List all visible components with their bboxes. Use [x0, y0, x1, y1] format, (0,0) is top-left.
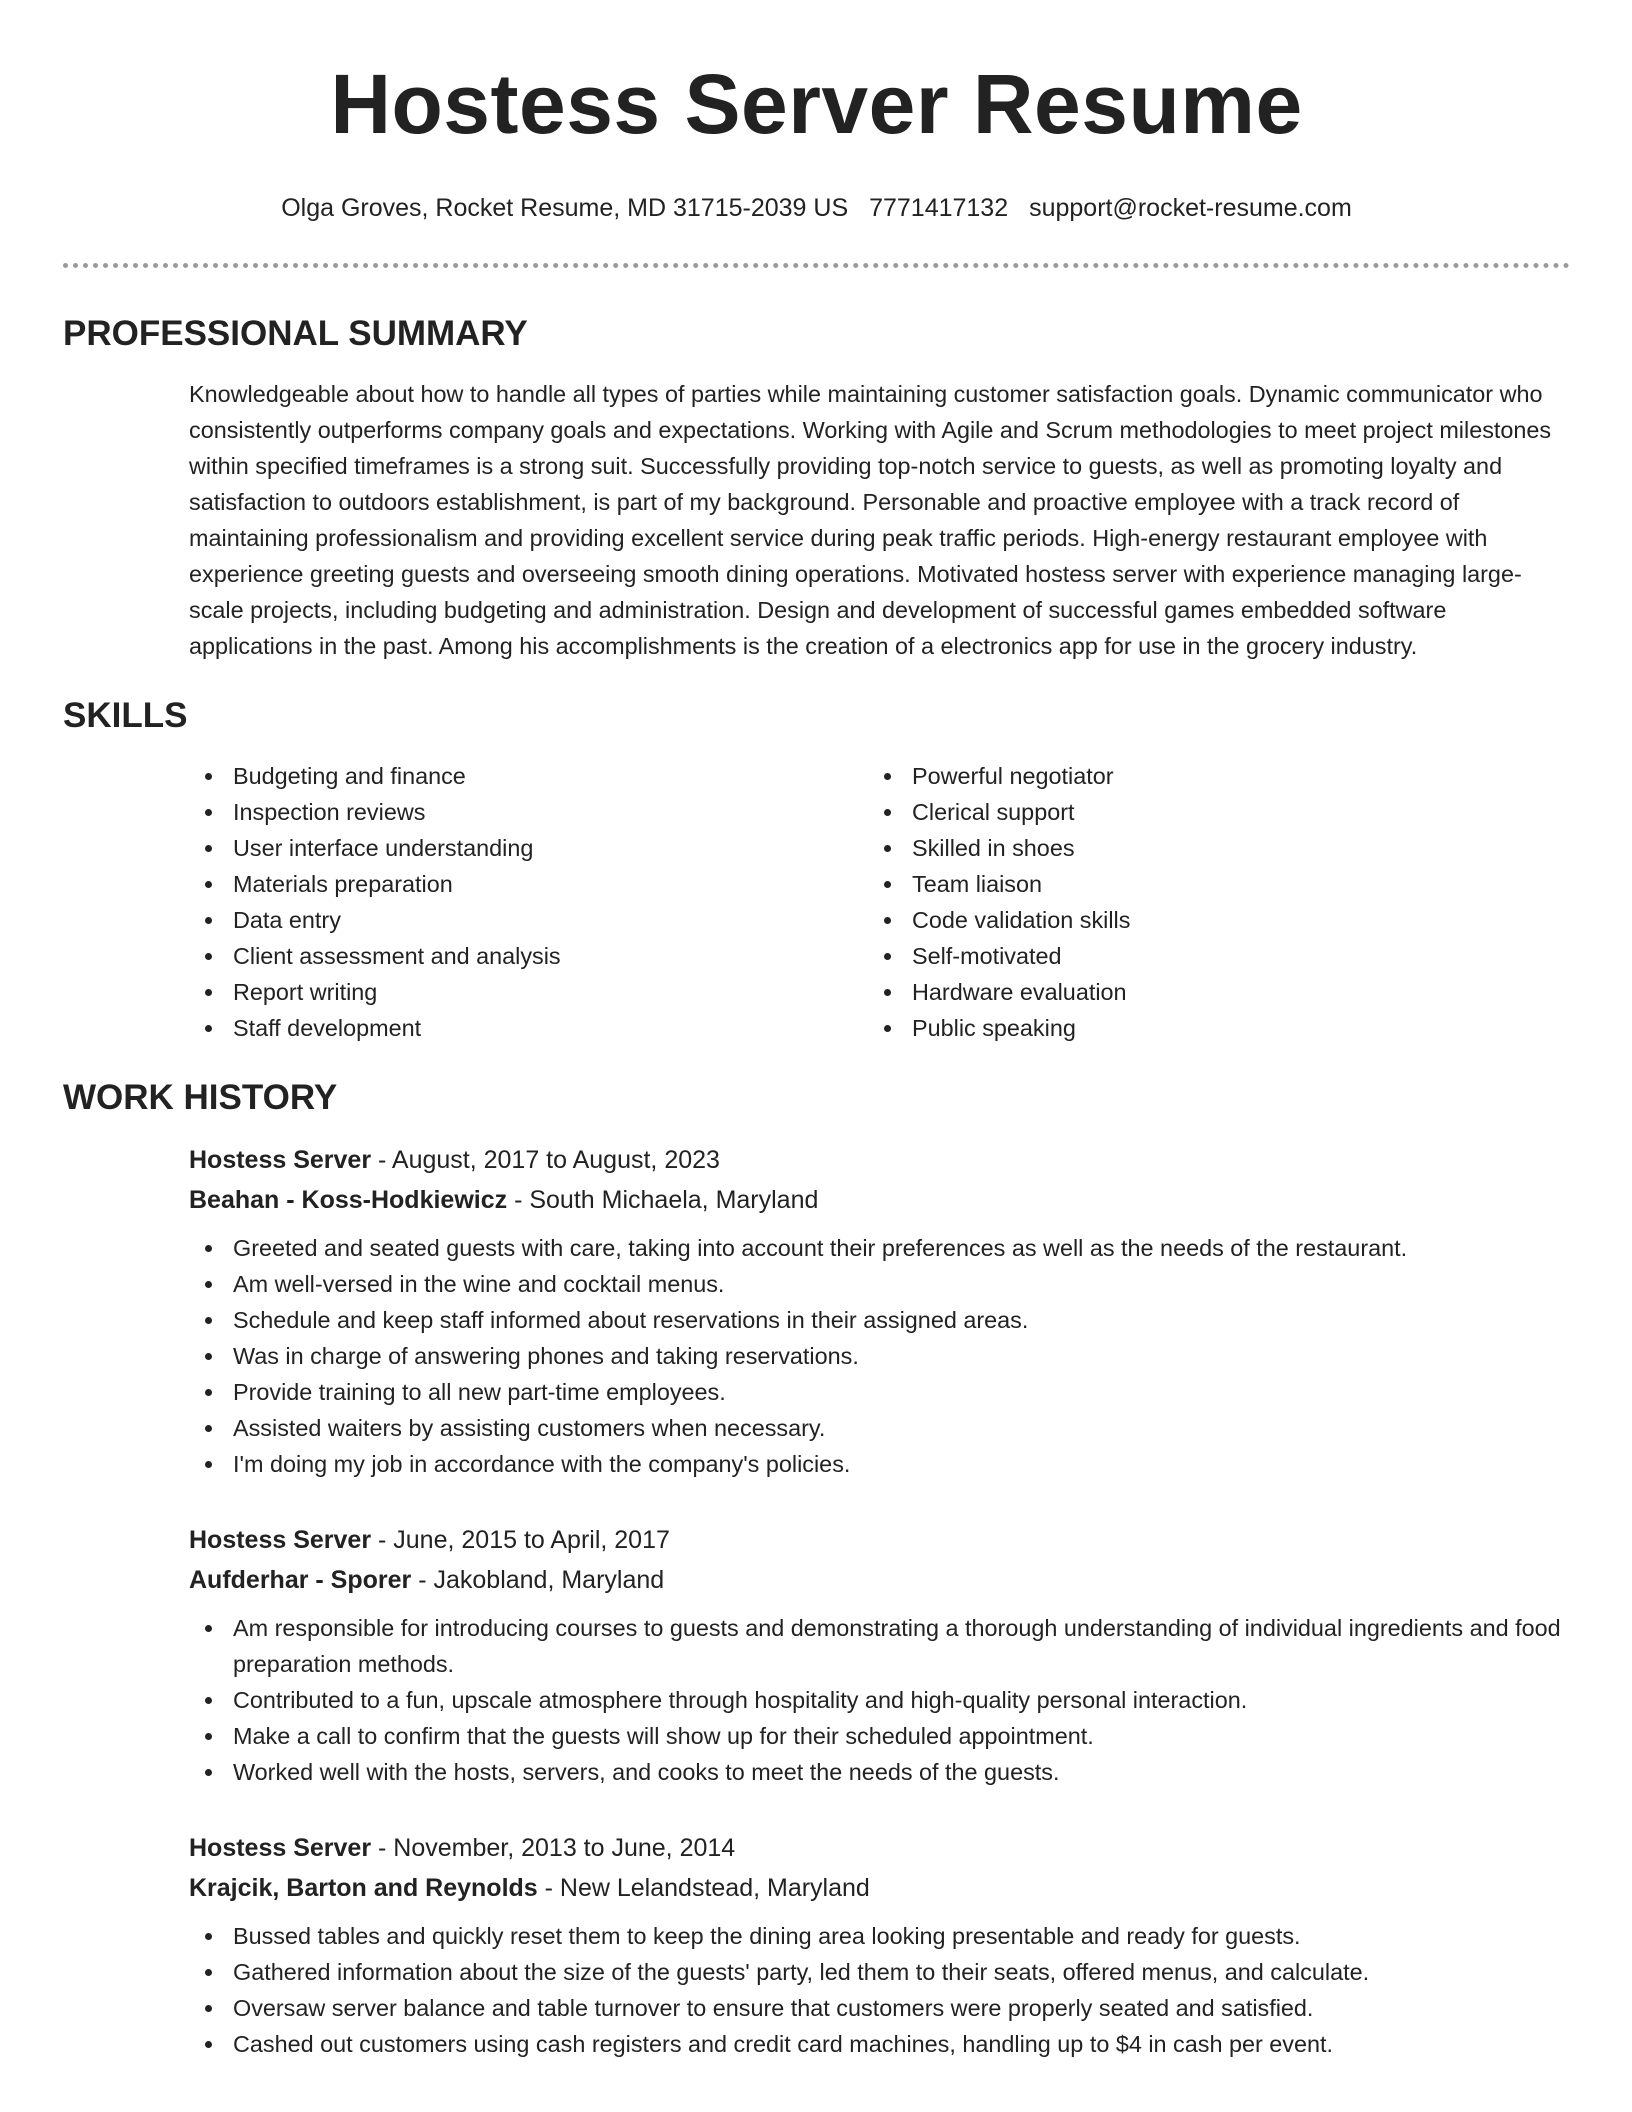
job-duty: Am well-versed in the wine and cocktail menus.	[189, 1266, 1570, 1302]
job-duty: Cashed out customers using cash registers and credit card machines, handling up to $4 in cash per event.	[189, 2026, 1570, 2062]
skill-item: Materials preparation	[189, 866, 868, 902]
job-duty: Assisted waiters by assisting customers when necessary.	[189, 1410, 1570, 1446]
skills-column-left	[189, 758, 868, 1046]
job-title-line	[189, 1520, 1570, 1560]
skill-item: Self-motivated	[868, 938, 1547, 974]
job-duties	[189, 1918, 1570, 2062]
job-duty: Am responsible for introducing courses to guests and demonstrating a thorough understanding of individual ingredients and food preparation methods.	[189, 1610, 1570, 1682]
contact-address: Olga Groves, Rocket Resume, MD 31715-2039 US	[281, 194, 849, 222]
job-duty: I'm doing my job in accordance with the company's policies.	[189, 1446, 1570, 1482]
skill-item: Team liaison	[868, 866, 1547, 902]
job-duty: Bussed tables and quickly reset them to keep the dining area looking presentable and ready for guests.	[189, 1918, 1570, 1954]
job-duties	[189, 1610, 1570, 1790]
skill-item: Clerical support	[868, 794, 1547, 830]
skill-item: Code validation skills	[868, 902, 1547, 938]
job-duty: Worked well with the hosts, servers, and cooks to meet the needs of the guests.	[189, 1754, 1570, 1790]
skills-grid	[189, 758, 1570, 1046]
job-location: - New Lelandstead, Maryland	[537, 1874, 870, 1902]
skill-item: Client assessment and analysis	[189, 938, 868, 974]
resume-title: Hostess Server Resume	[330, 57, 1303, 151]
job-duty: Provide training to all new part-time employees.	[189, 1374, 1570, 1410]
job-company: Aufderhar - Sporer	[189, 1566, 412, 1594]
skill-item: Powerful negotiator	[868, 758, 1547, 794]
summary-heading: PROFESSIONAL SUMMARY	[63, 314, 528, 353]
job-duty: Greeted and seated guests with care, taking into account their preferences as well as the needs of the restaurant.	[189, 1230, 1570, 1266]
job-duty: Make a call to confirm that the guests will show up for their scheduled appointment.	[189, 1718, 1570, 1754]
contact-phone: 7771417132	[869, 194, 1009, 222]
skill-item: User interface understanding	[189, 830, 868, 866]
job-title-line	[189, 1140, 1570, 1180]
summary-text: Knowledgeable about how to handle all types of parties while maintaining customer satisfaction goals. Dynamic communicator who consistently outperforms company goals and expectations. Working with Agile and Scrum methodologies to meet project milestones within specified timeframes is a strong suit. Successfully providing top-notch service to guests, as well as promoting loyalty and satisfaction to outdoors establishment, is part of my background. Personable and proactive employee with a track record of maintaining professionalism and providing excellent service during peak traffic periods. High-energy restaurant employee with experience greeting guests and overseeing smooth dining operations. Motivated hostess server with experience managing large-scale projects, including budgeting and administration. Design and development of successful games embedded software applications in the past. Among his accomplishments is the creation of a electronics app for use in the grocery industry.	[189, 381, 1552, 659]
job-company-line	[189, 1560, 1570, 1600]
job-duty: Schedule and keep staff informed about reservations in their assigned areas.	[189, 1302, 1570, 1338]
job-title: Hostess Server	[189, 1834, 372, 1862]
job-dates: - November, 2013 to June, 2014	[371, 1834, 736, 1862]
job-company-line	[189, 1868, 1570, 1908]
skill-item: Budgeting and finance	[189, 758, 868, 794]
skill-item: Public speaking	[868, 1010, 1547, 1046]
job-title: Hostess Server	[189, 1146, 372, 1174]
job-entry	[189, 1520, 1570, 1790]
job-location: - South Michaela, Maryland	[507, 1186, 819, 1214]
header-divider	[63, 263, 1570, 268]
job-title-line	[189, 1828, 1570, 1868]
job-company-line	[189, 1180, 1570, 1220]
skills-heading: SKILLS	[63, 696, 188, 735]
skill-item: Staff development	[189, 1010, 868, 1046]
job-company: Beahan - Koss-Hodkiewicz	[189, 1186, 508, 1214]
skill-item: Skilled in shoes	[868, 830, 1547, 866]
job-duty: Contributed to a fun, upscale atmosphere through hospitality and high-quality personal interaction.	[189, 1682, 1570, 1718]
work-history-heading: WORK HISTORY	[63, 1078, 338, 1117]
job-dates: - June, 2015 to April, 2017	[371, 1526, 670, 1554]
skill-item: Data entry	[189, 902, 868, 938]
contact-email: support@rocket-resume.com	[1029, 194, 1352, 222]
job-duty: Gathered information about the size of the guests' party, led them to their seats, offered menus, and calculate.	[189, 1954, 1570, 1990]
job-company: Krajcik, Barton and Reynolds	[189, 1874, 538, 1902]
skills-column-right	[868, 758, 1547, 1046]
job-entry	[189, 1140, 1570, 1482]
job-title: Hostess Server	[189, 1526, 372, 1554]
job-dates: - August, 2017 to August, 2023	[371, 1146, 720, 1174]
contact-line	[63, 190, 1570, 226]
skill-item: Inspection reviews	[189, 794, 868, 830]
skill-item: Report writing	[189, 974, 868, 1010]
job-location: - Jakobland, Maryland	[411, 1566, 665, 1594]
job-duty: Was in charge of answering phones and taking reservations.	[189, 1338, 1570, 1374]
job-duties	[189, 1230, 1570, 1482]
job-entry	[189, 1828, 1570, 2062]
job-duty: Oversaw server balance and table turnover to ensure that customers were properly seated and satisfied.	[189, 1990, 1570, 2026]
skill-item: Hardware evaluation	[868, 974, 1547, 1010]
